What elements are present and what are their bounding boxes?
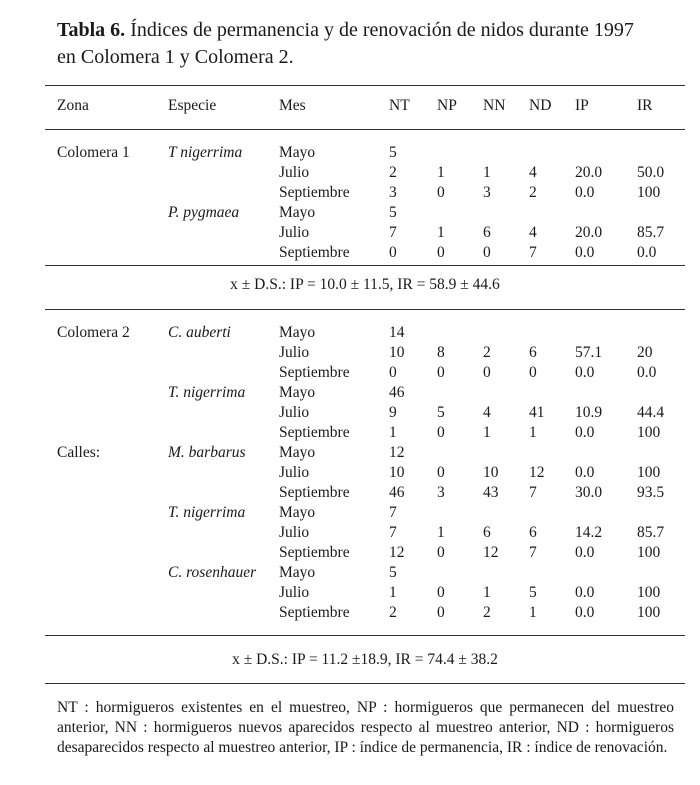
cell-ir: 100 [637,424,661,441]
cell-nt: 5 [389,564,397,581]
cell-especie: T nigerrima [168,144,243,161]
cell-nt: 7 [389,224,397,241]
cell-ip: 0.0 [575,584,595,601]
cell-mes: Mayo [279,384,316,401]
summary-section-2: x ± D.S.: IP = 11.2 ±18.9, IR = 74.4 ± 38.2 [232,651,498,668]
cell-nt: 2 [389,604,397,621]
caption-line-2: en Colomera 1 y Colomera 2. [57,46,294,68]
cell-nn: 2 [483,604,491,621]
cell-ip: 0.0 [575,184,595,201]
cell-ir: 100 [637,544,661,561]
cell-mes: Julio [279,524,310,541]
header-nt: NT [389,97,410,114]
cell-nd: 12 [529,464,545,481]
cell-ip: 57.1 [575,344,603,361]
cell-nt: 46 [389,484,405,501]
cell-nt: 0 [389,364,397,381]
cell-np: 0 [437,424,445,441]
header-rule [45,129,685,130]
cell-nt: 10 [389,344,405,361]
cell-np: 8 [437,344,445,361]
cell-nt: 2 [389,164,397,181]
cell-nt: 1 [389,584,397,601]
cell-mes: Mayo [279,504,316,521]
cell-np: 1 [437,164,445,181]
cell-np: 0 [437,364,445,381]
cell-mes: Septiembre [279,364,350,381]
cell-nd: 4 [529,224,537,241]
caption-line-1 [57,17,700,44]
cell-mes: Julio [279,164,310,181]
cell-np: 5 [437,404,445,421]
cell-mes: Julio [279,464,310,481]
header-nn: NN [483,97,506,114]
summary-section-1: x ± D.S.: IP = 10.0 ± 11.5, IR = 58.9 ± 44.6 [230,276,500,293]
section1-rule-top [45,265,685,266]
cell-nd: 6 [529,344,537,361]
table-caption [57,17,700,71]
cell-nt: 3 [389,184,397,201]
cell-ip: 0.0 [575,464,595,481]
cell-nn: 0 [483,244,491,261]
cell-nt: 10 [389,464,405,481]
cell-zona: Colomera 1 [57,144,130,161]
cell-mes: Mayo [279,144,316,161]
cell-zona: Calles: [57,444,101,461]
cell-ip: 0.0 [575,244,595,261]
cell-nt: 7 [389,524,397,541]
header-mes: Mes [279,97,306,114]
cell-mes: Septiembre [279,244,350,261]
cell-np: 0 [437,584,445,601]
cell-nt: 14 [389,324,405,341]
cell-ir: 100 [637,464,661,481]
cell-especie: C. auberti [168,324,231,341]
cell-nn: 6 [483,524,491,541]
cell-ir: 44.4 [637,404,665,421]
cell-mes: Julio [279,584,310,601]
cell-mes: Mayo [279,204,316,221]
cell-mes: Septiembre [279,424,350,441]
cell-np: 1 [437,524,445,541]
cell-nn: 1 [483,584,491,601]
cell-especie: M. barbarus [168,444,246,461]
cell-nn: 10 [483,464,499,481]
cell-nd: 4 [529,164,537,181]
cell-np: 0 [437,244,445,261]
cell-ip: 0.0 [575,604,595,621]
cell-mes: Septiembre [279,484,350,501]
cell-ip: 30.0 [575,484,603,501]
cell-nd: 7 [529,544,537,561]
cell-nn: 2 [483,344,491,361]
cell-nd: 1 [529,604,537,621]
cell-nn: 12 [483,544,499,561]
cell-nd: 7 [529,244,537,261]
cell-nd: 7 [529,484,537,501]
cell-mes: Septiembre [279,604,350,621]
cell-nd: 41 [529,404,545,421]
cell-ir: 100 [637,584,661,601]
cell-mes: Mayo [279,564,316,581]
cell-mes: Julio [279,404,310,421]
cell-nt: 12 [389,544,405,561]
cell-nt: 12 [389,444,405,461]
cell-nn: 1 [483,424,491,441]
cell-ir: 100 [637,184,661,201]
cell-ip: 20.0 [575,224,603,241]
cell-mes: Julio [279,224,310,241]
cell-np: 0 [437,604,445,621]
cell-nn: 6 [483,224,491,241]
cell-nt: 1 [389,424,397,441]
cell-mes: Julio [279,344,310,361]
caption-label: Tabla 6. [57,19,126,41]
section2-rule-top [45,635,685,636]
top-rule [45,85,685,86]
cell-ir: 50.0 [637,164,665,181]
cell-nn: 43 [483,484,499,501]
cell-nn: 0 [483,364,491,381]
cell-np: 0 [437,464,445,481]
cell-ip: 20.0 [575,164,603,181]
section1-rule-bottom [45,309,685,310]
cell-especie: T. nigerrima [168,384,246,401]
cell-np: 0 [437,184,445,201]
header-zona: Zona [57,97,89,114]
header-nd: ND [529,97,552,114]
cell-nd: 2 [529,184,537,201]
cell-nt: 46 [389,384,405,401]
cell-especie: T. nigerrima [168,504,246,521]
cell-mes: Septiembre [279,544,350,561]
cell-ip: 0.0 [575,364,595,381]
cell-nt: 7 [389,504,397,521]
caption-title: Índices de permanencia y de renovación de nidos durante 1997 [125,19,634,41]
cell-np: 0 [437,544,445,561]
cell-nn: 3 [483,184,491,201]
cell-ip: 0.0 [575,544,595,561]
cell-ir: 85.7 [637,524,665,541]
cell-ir: 100 [637,604,661,621]
section2-rule-bottom [45,683,685,684]
cell-np: 3 [437,484,445,501]
cell-nd: 1 [529,424,537,441]
cell-np: 1 [437,224,445,241]
cell-nd: 5 [529,584,537,601]
cell-especie: P. pygmaea [168,204,240,221]
cell-especie: C. rosenhauer [168,564,257,581]
cell-ir: 0.0 [637,364,657,381]
cell-nd: 0 [529,364,537,381]
cell-nt: 9 [389,404,397,421]
cell-ir: 85.7 [637,224,665,241]
header-ir: IR [637,97,653,114]
cell-nn: 1 [483,164,491,181]
table-notes: NT : hormigueros existentes en el muestreo, NP : hormigueros que permanecen del muestreo anterior, NN : hormigueros nuevos aparecidos respecto al muestreo anterior, ND : hormigueros desaparecidos respecto al muestreo anterior, IP : índice de permanencia, IR : índice de renovación. [57,699,674,756]
cell-mes: Septiembre [279,184,350,201]
header-especie: Especie [168,97,217,114]
cell-ir: 20 [637,344,653,361]
cell-ir: 93.5 [637,484,665,501]
header-ip: IP [575,97,589,114]
cell-ip: 10.9 [575,404,603,421]
cell-nt: 5 [389,144,397,161]
header-np: NP [437,97,457,114]
cell-nt: 5 [389,204,397,221]
cell-mes: Mayo [279,324,316,341]
cell-zona: Colomera 2 [57,324,130,341]
cell-nd: 6 [529,524,537,541]
cell-nt: 0 [389,244,397,261]
cell-ip: 14.2 [575,524,603,541]
cell-nn: 4 [483,404,491,421]
cell-ip: 0.0 [575,424,595,441]
cell-ir: 0.0 [637,244,657,261]
cell-mes: Mayo [279,444,316,461]
